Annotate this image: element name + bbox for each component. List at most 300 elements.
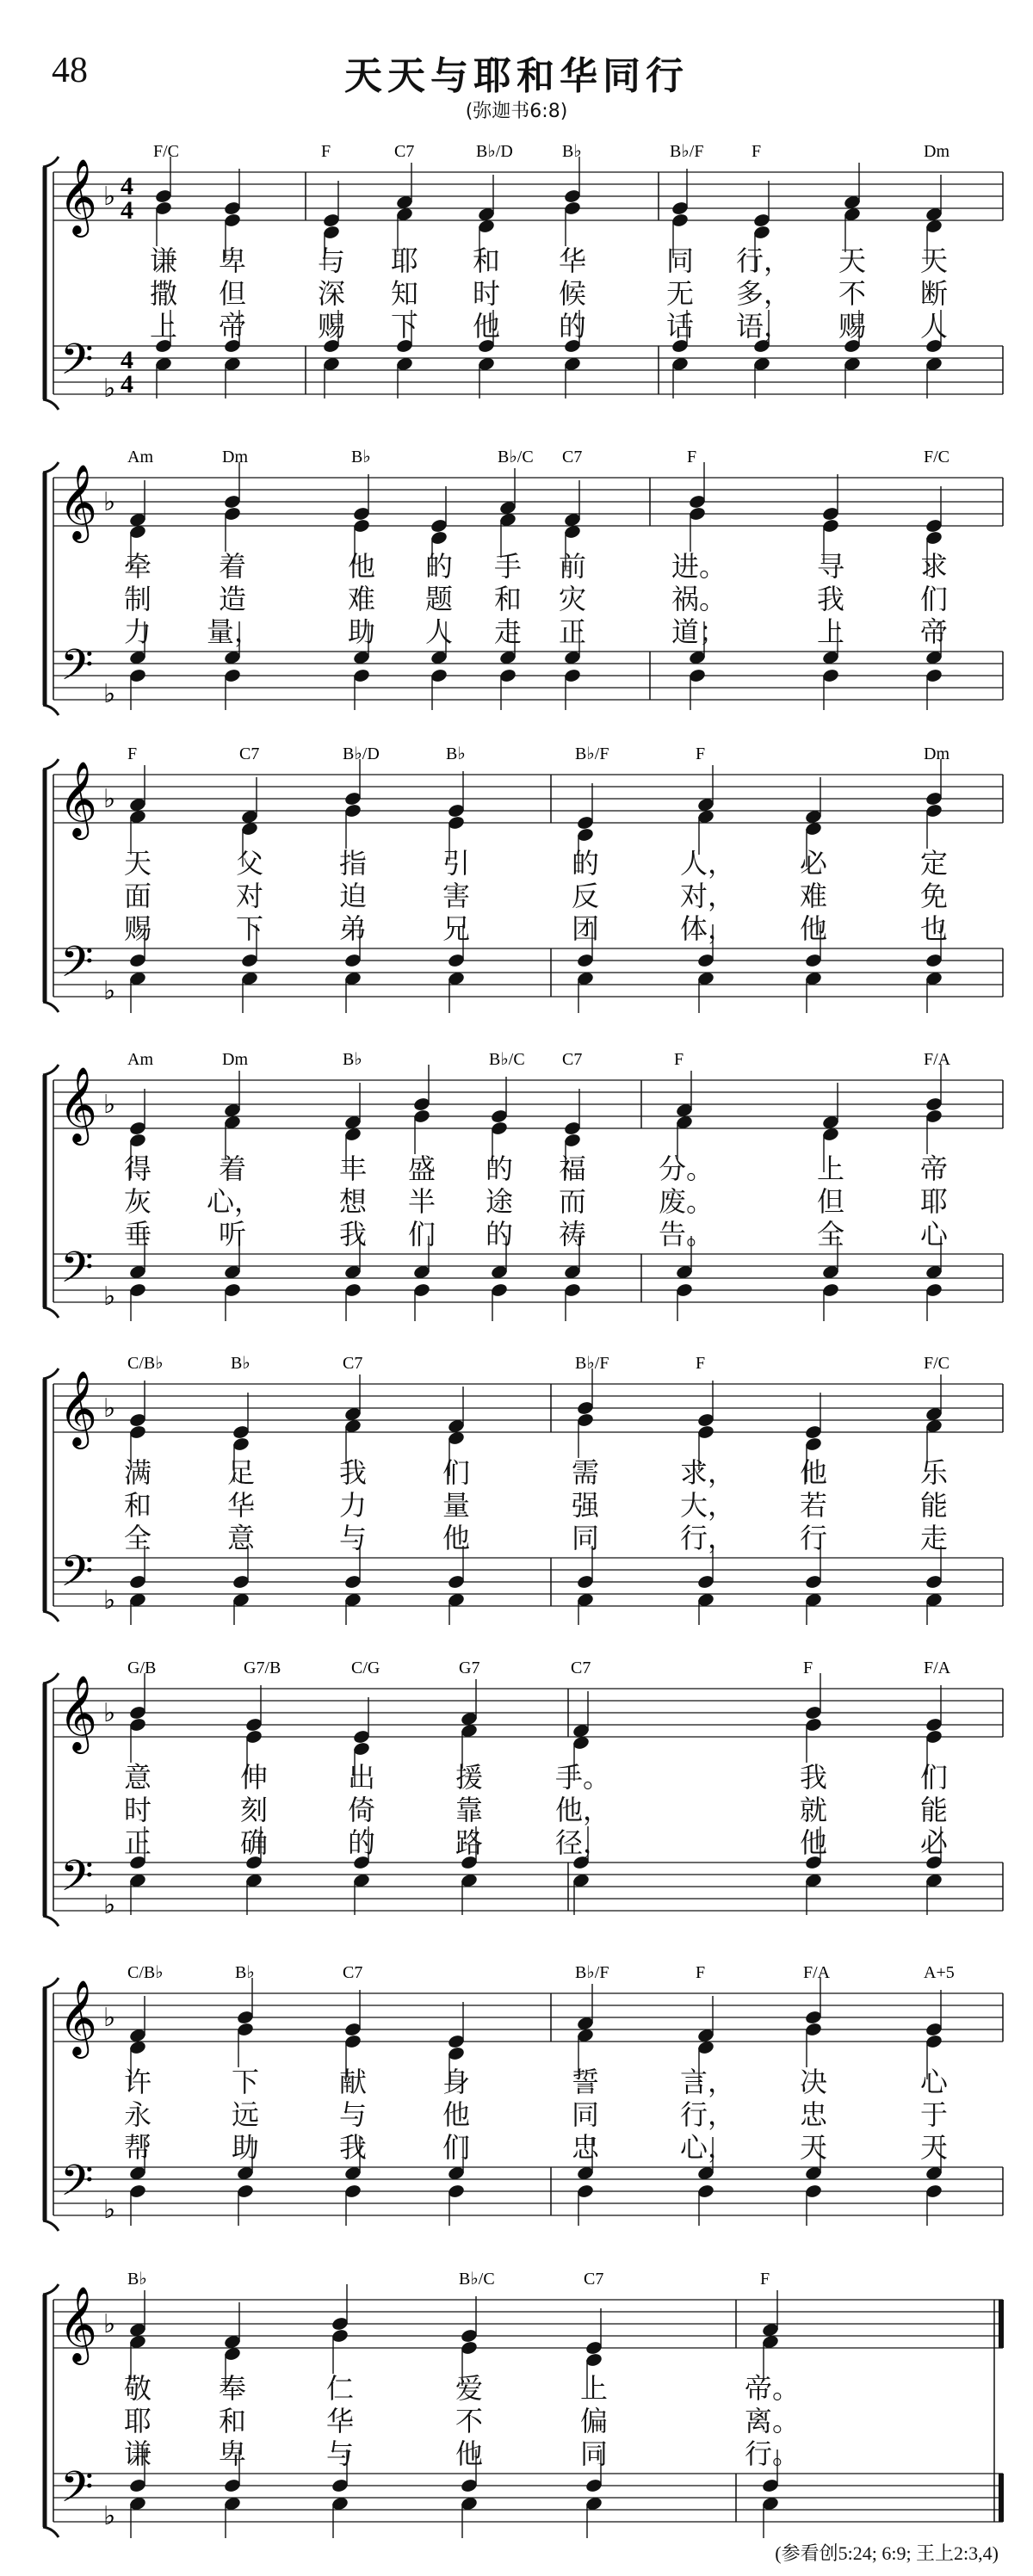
lyric-syllable: 们 [919,1761,948,1794]
bass-clef-icon: 𝄢 [60,1243,94,1303]
lyric-syllable: 我 [816,583,844,615]
lyric-syllable: 赐 [317,310,345,343]
bracket-bottom-hook [43,2221,59,2231]
bracket-bottom-hook [43,705,59,715]
music-system [0,120,1033,413]
lyric-syllable: 需 [571,1456,599,1489]
lyric-syllable: 人， [680,847,736,880]
treble-clef-icon: 𝄞 [59,1674,97,1751]
treble-clef-icon: 𝄞 [59,2285,97,2362]
bass-clef-icon: 𝄢 [60,2156,94,2216]
lyric-syllable: 心 [919,1218,948,1251]
lyric-syllable: 上 [816,1152,844,1185]
music-system [0,1942,1033,2234]
lyric-syllable: 耶 [390,244,418,277]
lyric-syllable: 不 [455,2405,483,2437]
chord-symbol: B♭/F [670,142,704,161]
lyric-line-verse-3 [0,610,1033,648]
lyric-syllable: 行， [680,2098,736,2131]
lyric-syllable: 敬 [123,2372,152,2405]
lyric-syllable: 与 [338,1522,367,1554]
lyric-syllable: 定 [919,847,948,880]
flat-key-signature-icon: ♭ [103,182,116,212]
lyric-syllable: 同 [571,2098,599,2131]
lyric-syllable: 丰 [338,1152,367,1185]
lyric-syllable: 我 [338,1456,367,1489]
lyric-syllable: 我 [799,1761,827,1794]
lyric-syllable: 团 [571,912,599,945]
bracket-top-hook [43,462,59,473]
lyric-syllable: 决 [799,2066,827,2098]
lyric-syllable: 道； [671,615,727,648]
lyric-syllable: 全 [123,1522,152,1554]
lyric-syllable: 前 [558,550,586,583]
lyric-syllable: 但 [218,277,246,310]
lyric-syllable: 断 [919,277,948,310]
lyric-syllable: 量 [442,1489,470,1522]
chord-symbol: C/G [351,1659,380,1677]
lyric-syllable: 刻 [239,1794,268,1826]
bass-clef-icon: 𝄢 [60,335,94,395]
bracket-top-hook [43,1673,59,1683]
lyric-syllable: 语， [736,310,792,343]
lyric-syllable: 难 [347,583,375,615]
lyric-syllable: 言， [680,2066,736,2098]
lyric-syllable: 们 [919,583,948,615]
scripture-reference: (参看创5:24; 6:9; 王上2:3,4) [775,2542,999,2564]
lyric-syllable: 必 [799,847,827,880]
lyric-syllable: 远 [231,2098,259,2131]
music-system [0,1637,1033,1930]
lyric-line-verse-3 [0,2432,1033,2470]
lyric-syllable: 的 [424,550,453,583]
chord-symbol: F [674,1050,684,1069]
lyric-syllable: 卑 [218,2437,246,2470]
chord-symbol: C7 [343,1354,363,1373]
lyric-syllable: 撒 [149,277,177,310]
chord-symbol: B♭/F [575,1354,609,1373]
chord-symbol: B♭ [343,1050,362,1069]
lyric-syllable: 废。 [659,1185,714,1218]
chord-symbol: F [687,448,697,466]
final-bar-thick [999,2474,1004,2522]
chord-symbol: B♭ [127,2270,147,2289]
page-number: 48 [52,51,88,90]
lyric-syllable: 兄 [442,912,470,945]
chord-symbol: B♭ [235,1963,255,1982]
lyric-syllable: 忠 [571,2131,599,2164]
lyric-syllable: 确 [239,1826,268,1859]
treble-clef-icon: 𝄞 [59,463,97,540]
bracket-top-hook [43,759,59,769]
lyric-syllable: 们 [442,1456,470,1489]
lyric-syllable: 帝 [919,1152,948,1185]
flat-key-signature-icon: ♭ [103,2003,116,2033]
lyric-syllable: 许 [123,2066,152,2098]
lyric-syllable: 帮 [123,2131,152,2164]
chord-symbol: F [696,744,706,763]
lyric-syllable: 大， [680,1489,736,1522]
music-system [0,1332,1033,1625]
lyric-syllable: 全 [816,1218,844,1251]
music-system [0,723,1033,1016]
chord-symbol: C7 [394,142,415,161]
lyric-syllable: 与 [325,2437,354,2470]
lyric-syllable: 伸 [239,1761,268,1794]
treble-clef-icon: 𝄞 [59,158,97,234]
bracket-bottom-hook [43,1611,59,1622]
lyric-syllable: 同 [579,2437,608,2470]
music-system [0,1029,1033,1321]
flat-key-signature-icon: ♭ [103,679,116,709]
lyric-syllable: 华 [558,244,586,277]
hymn-title: 天天与耶和华同行 [344,54,689,98]
lyric-syllable: 偏 [579,2405,608,2437]
flat-key-signature-icon: ♭ [103,784,116,814]
flat-key-signature-icon: ♭ [103,1698,116,1728]
bracket-bottom-hook [43,1916,59,1926]
lyric-syllable: 手 [493,550,522,583]
chord-symbol: F [696,1963,706,1982]
lyric-syllable: 他 [799,1826,827,1859]
chord-symbol: C7 [562,1050,583,1069]
lyric-syllable: 足 [226,1456,255,1489]
lyric-syllable: 赐 [838,310,866,343]
chord-symbol: B♭ [351,448,371,466]
lyric-syllable: 的 [347,1826,375,1859]
chord-symbol: B♭/C [459,2270,495,2289]
lyric-syllable: 人 [424,615,453,648]
lyric-syllable: 告。 [659,1218,714,1251]
lyric-syllable: 强 [571,1489,599,1522]
lyric-syllable: 身 [442,2066,470,2098]
lyric-syllable: 和 [123,1489,152,1522]
chord-symbol: F [760,2270,770,2289]
lyric-syllable: 就 [799,1794,827,1826]
chord-symbol: C/B♭ [127,1963,164,1982]
lyric-syllable: 与 [338,2098,367,2131]
lyric-syllable: 力 [123,615,152,648]
bracket-top-hook [43,1065,59,1075]
lyric-syllable: 上 [816,615,844,648]
lyric-syllable: 得 [123,1152,152,1185]
bracket-top-hook [43,2284,59,2295]
lyric-syllable: 弟 [338,912,367,945]
chord-symbol: B♭/D [476,142,513,161]
lyric-syllable: 仁 [325,2372,354,2405]
lyric-syllable: 们 [407,1218,436,1251]
lyric-syllable: 能 [919,1489,948,1522]
bracket-bottom-hook [43,2527,59,2537]
chord-symbol: B♭/F [575,1963,609,1982]
bracket-top-hook [43,1368,59,1379]
treble-clef-icon: 𝄞 [59,1066,97,1142]
bracket-bottom-hook [43,1002,59,1012]
final-bar-thick [999,2300,1004,2348]
chord-symbol: G/B [127,1659,157,1677]
lyric-syllable: 他 [472,310,500,343]
time-signature-denominator: 4 [121,370,133,398]
flat-key-signature-icon: ♭ [103,1282,116,1312]
lyric-line-verse-3 [0,2126,1033,2164]
lyric-syllable: 卑 [218,244,246,277]
chord-symbol: F/A [803,1963,831,1982]
lyric-syllable: 行 [799,1522,827,1554]
lyric-syllable: 行。 [745,2437,801,2470]
lyric-syllable: 难 [799,880,827,912]
lyric-syllable: 面 [123,880,152,912]
lyric-syllable: 反 [571,880,599,912]
bass-clef-icon: 𝄢 [60,937,94,998]
lyric-syllable: 时 [123,1794,152,1826]
lyric-syllable: 满 [123,1456,152,1489]
lyric-syllable: 制 [123,583,152,615]
lyric-syllable: 不 [838,277,866,310]
chord-symbol: B♭/D [343,744,380,763]
chord-symbol: F [752,142,762,161]
lyric-syllable: 径， [555,1826,611,1859]
flat-key-signature-icon: ♭ [103,2501,116,2531]
lyric-syllable: 的 [485,1152,513,1185]
lyric-syllable: 分。 [659,1152,714,1185]
lyric-syllable: 深 [317,277,345,310]
lyric-syllable: 行， [736,244,792,277]
lyric-syllable: 华 [226,1489,255,1522]
flat-key-signature-icon: ♭ [103,2195,116,2225]
lyric-syllable: 同 [665,244,694,277]
chord-symbol: A+5 [924,1963,955,1982]
chord-symbol: F [321,142,331,161]
lyric-syllable: 乐 [919,1456,948,1489]
lyric-syllable: 谦 [149,244,177,277]
lyric-syllable: 他 [799,912,827,945]
lyric-syllable: 和 [493,583,522,615]
lyric-syllable: 牵 [123,550,152,583]
lyric-syllable: 我 [338,2131,367,2164]
lyric-syllable: 但 [816,1185,844,1218]
lyric-syllable: 帝 [919,615,948,648]
lyric-syllable: 天 [799,2131,827,2164]
lyric-syllable: 他 [799,1456,827,1489]
lyric-syllable: 对 [235,880,263,912]
lyric-syllable: 的 [485,1218,513,1251]
chord-symbol: C7 [584,2270,604,2289]
lyric-syllable: 时 [472,277,500,310]
lyric-syllable: 与 [317,244,345,277]
chord-symbol: F [127,744,138,763]
lyric-syllable: 于 [919,2098,948,2131]
chord-symbol: C7 [562,448,583,466]
time-signature-numerator: 4 [121,172,133,201]
flat-key-signature-icon: ♭ [103,1393,116,1424]
lyric-syllable: 上 [149,310,177,343]
lyric-syllable: 天 [123,847,152,880]
treble-clef-icon: 𝄞 [59,1979,97,2055]
chord-symbol: F/C [153,142,180,161]
lyric-syllable: 誓 [571,2066,599,2098]
lyric-syllable: 灾 [558,583,586,615]
lyric-line-verse-3 [0,1821,1033,1859]
bracket-bottom-hook [43,399,59,410]
lyric-syllable: 力 [338,1489,367,1522]
music-system [0,2248,1033,2541]
lyric-syllable: 耶 [919,1185,948,1218]
lyric-syllable: 耶 [123,2405,152,2437]
lyric-syllable: 下 [231,2066,259,2098]
lyric-syllable: 而 [558,1185,586,1218]
lyric-syllable: 的 [558,310,586,343]
lyric-syllable: 也 [919,912,948,945]
bass-clef-icon: 𝄢 [60,1851,94,1912]
chord-symbol: F/C [924,1354,950,1373]
lyric-line-verse-3 [0,305,1033,343]
lyric-syllable: 免 [919,880,948,912]
lyric-syllable: 心， [680,2131,736,2164]
lyric-syllable: 天 [919,2131,948,2164]
lyric-syllable: 意 [123,1761,152,1794]
flat-key-signature-icon: ♭ [103,976,116,1006]
lyric-syllable: 正 [558,615,586,648]
lyric-syllable: 着 [218,550,246,583]
lyric-syllable: 父 [235,847,263,880]
lyric-syllable: 忠 [799,2098,827,2131]
chord-symbol: F/C [924,448,950,466]
lyric-syllable: 和 [472,244,500,277]
flat-key-signature-icon: ♭ [103,2309,116,2339]
chord-symbol: C7 [239,744,260,763]
lyric-syllable: 谦 [123,2437,152,2470]
lyric-syllable: 献 [338,2066,367,2098]
lyric-syllable: 上 [579,2372,608,2405]
lyric-syllable: 心， [207,1185,263,1218]
lyric-syllable: 同 [571,1522,599,1554]
lyric-syllable: 若 [799,1489,827,1522]
bracket-bottom-hook [43,1307,59,1318]
bracket-top-hook [43,1978,59,1988]
lyric-syllable: 必 [919,1826,948,1859]
lyric-syllable: 进。 [671,550,727,583]
chord-symbol: Dm [222,1050,248,1069]
bass-clef-icon: 𝄢 [60,1547,94,1607]
chord-symbol: B♭/F [575,744,609,763]
lyric-syllable: 造 [218,583,246,615]
lyric-syllable: 离。 [745,2405,801,2437]
lyric-syllable: 指 [338,847,367,880]
lyric-syllable: 助 [347,615,375,648]
lyric-syllable: 多， [736,277,792,310]
chord-symbol: G7 [459,1659,480,1677]
lyric-syllable: 寻 [816,550,844,583]
lyric-syllable: 帝。 [745,2372,801,2405]
lyric-syllable: 祸。 [671,583,727,615]
time-signature-numerator: 4 [121,346,133,374]
lyric-syllable: 下 [390,310,418,343]
lyric-syllable: 对， [680,880,736,912]
lyric-syllable: 害 [442,880,470,912]
chord-symbol: C7 [571,1659,591,1677]
chord-symbol: F [696,1354,706,1373]
lyric-syllable: 想 [338,1185,367,1218]
chord-symbol: Am [127,448,153,466]
chord-symbol: Dm [924,142,949,161]
chord-symbol: B♭ [231,1354,251,1373]
lyric-syllable: 心 [919,2066,948,2098]
lyric-syllable: 灰 [123,1185,152,1218]
lyric-syllable: 知 [390,277,418,310]
lyric-syllable: 赐 [123,912,152,945]
lyric-syllable: 助 [231,2131,259,2164]
lyric-syllable: 的 [571,847,599,880]
chord-symbol: G7/B [244,1659,281,1677]
lyric-line-verse-3 [0,907,1033,945]
lyric-line-verse-3 [0,1213,1033,1251]
chord-symbol: C7 [343,1963,363,1982]
lyric-syllable: 着 [218,1152,246,1185]
treble-clef-icon: 𝄞 [59,760,97,837]
treble-clef-icon: 𝄞 [59,1369,97,1446]
lyric-syllable: 祷 [558,1218,586,1251]
lyric-syllable: 体， [680,912,736,945]
lyric-syllable: 永 [123,2098,152,2131]
chord-symbol: F/A [924,1659,951,1677]
chord-symbol: Dm [924,744,949,763]
lyric-syllable: 天 [838,244,866,277]
lyric-syllable: 题 [424,583,453,615]
chord-symbol: B♭/C [498,448,534,466]
lyric-syllable: 靠 [455,1794,483,1826]
lyric-syllable: 途 [485,1185,513,1218]
lyric-syllable: 正 [123,1826,152,1859]
lyric-syllable: 援 [455,1761,483,1794]
lyric-line-verse-3 [0,1517,1033,1554]
bracket-top-hook [43,157,59,167]
lyric-syllable: 他 [455,2437,483,2470]
lyric-syllable: 福 [558,1152,586,1185]
lyric-syllable: 路 [455,1826,483,1859]
chord-symbol: Dm [222,448,248,466]
lyric-syllable: 迫 [338,880,367,912]
chord-symbol: F [803,1659,813,1677]
lyric-syllable: 走 [919,1522,948,1554]
chord-symbol: B♭/C [489,1050,525,1069]
lyric-syllable: 手。 [555,1761,611,1794]
chord-symbol: F/A [924,1050,951,1069]
lyric-syllable: 出 [347,1761,375,1794]
lyric-syllable: 能 [919,1794,948,1826]
chord-symbol: Am [127,1050,153,1069]
lyric-syllable: 天 [919,244,948,277]
lyric-syllable: 候 [558,277,586,310]
chord-symbol: C/B♭ [127,1354,164,1373]
lyric-syllable: 他 [442,1522,470,1554]
lyric-syllable: 他， [555,1794,611,1826]
lyric-syllable: 华 [325,2405,354,2437]
lyric-syllable: 他 [442,2098,470,2131]
lyric-syllable: 垂 [123,1218,152,1251]
lyric-syllable: 盛 [407,1152,436,1185]
lyric-syllable: 爱 [455,2372,483,2405]
scripture-subtitle: (弥迦书6:8) [465,101,568,122]
bass-clef-icon: 𝄢 [60,2462,94,2523]
lyric-syllable: 我 [338,1218,367,1251]
lyric-syllable: 求 [919,550,948,583]
lyric-syllable: 帝 [218,310,246,343]
lyric-syllable: 们 [442,2131,470,2164]
lyric-syllable: 无 [665,277,694,310]
lyric-syllable: 行， [680,1522,736,1554]
lyric-syllable: 求， [680,1456,736,1489]
lyric-syllable: 下 [235,912,263,945]
